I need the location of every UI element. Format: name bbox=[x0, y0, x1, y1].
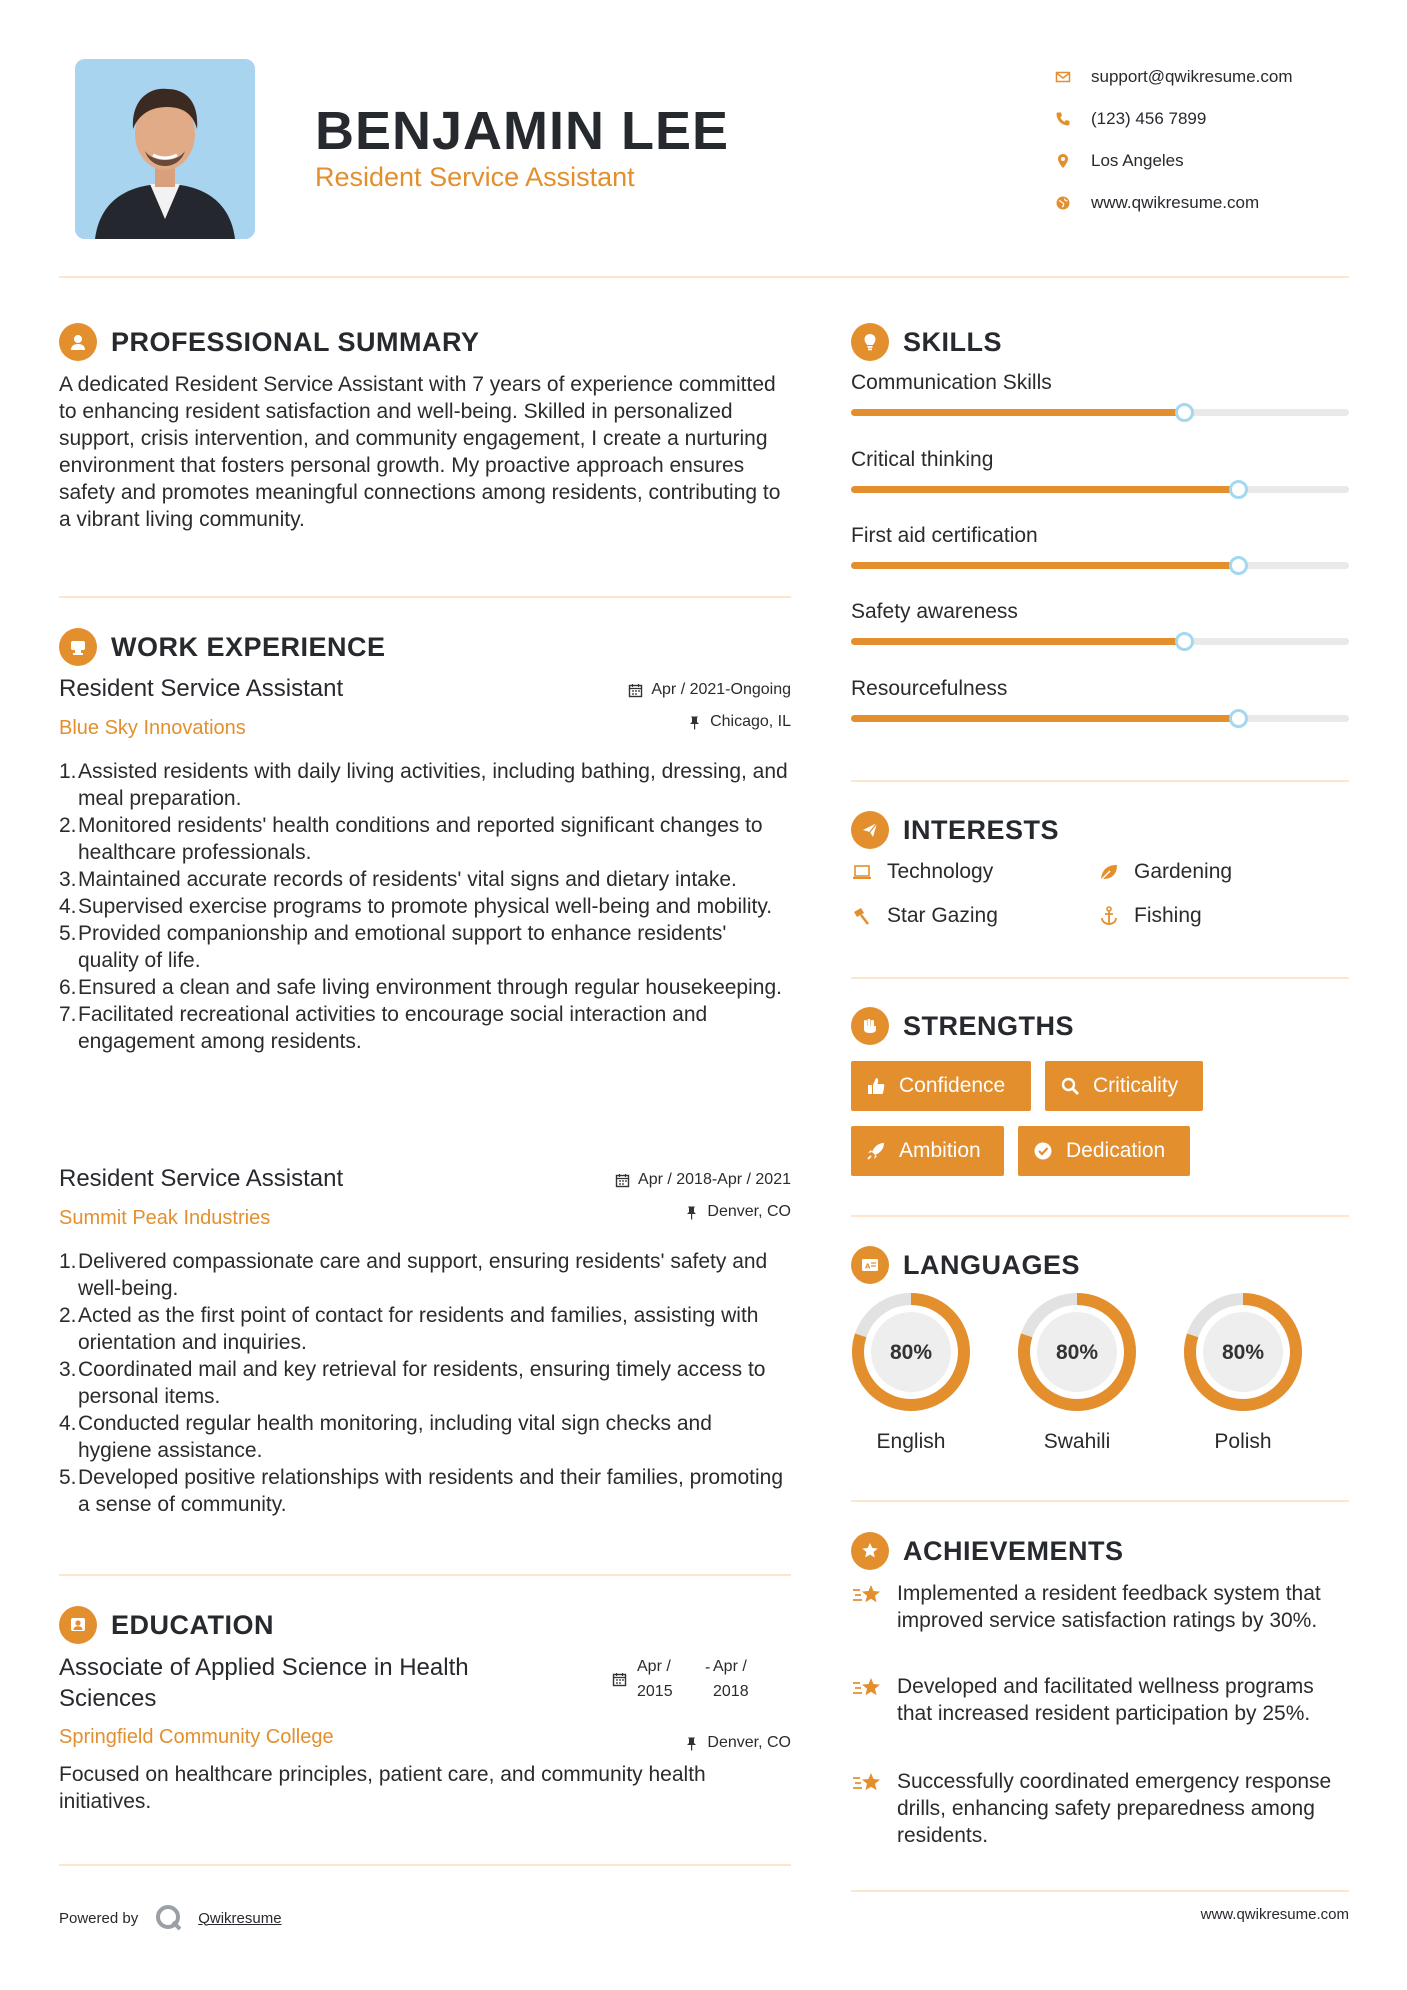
telescope-icon bbox=[851, 905, 873, 927]
language-donut bbox=[849, 1290, 973, 1414]
strength-tag bbox=[851, 1061, 1031, 1111]
experience-divider bbox=[59, 1574, 791, 1576]
list-item: 2. Monitored residents' health conditions and reported significant changes to healthcare professionals. bbox=[59, 814, 763, 864]
list-item: 1. Assisted residents with daily living activities, including bathing, dressing, and meal preparation. bbox=[59, 760, 788, 810]
person-avatar-icon bbox=[75, 59, 255, 239]
pushpin-icon bbox=[684, 1736, 699, 1751]
skill-slider-handle bbox=[1175, 403, 1194, 422]
strength-label: Confidence bbox=[899, 1074, 1006, 1097]
job-date bbox=[628, 681, 791, 699]
skill-item bbox=[851, 448, 1349, 472]
job-entry bbox=[59, 1165, 791, 1518]
strength-tag bbox=[851, 1126, 1004, 1176]
language-name: English bbox=[876, 1430, 946, 1453]
strengths-heading-text: STRENGTHS bbox=[903, 1010, 1075, 1041]
skill-bar bbox=[851, 562, 1349, 569]
job-company: Summit Peak Industries bbox=[59, 1207, 271, 1229]
achievement-item bbox=[851, 1580, 1351, 1634]
contact-phone-text: (123) 456 7899 bbox=[1091, 109, 1207, 128]
interest-label: Fishing bbox=[1134, 904, 1202, 927]
job-location-text: Chicago, IL bbox=[710, 713, 791, 730]
footer-powered-by bbox=[59, 1903, 282, 1933]
language-item bbox=[849, 1290, 973, 1454]
summary-divider bbox=[59, 596, 791, 598]
phone-icon bbox=[1055, 111, 1091, 127]
degree-line-1: Associate of Applied Science in Health bbox=[59, 1654, 469, 1681]
education-end-year: 2018 bbox=[713, 1683, 749, 1700]
language-name: Swahili bbox=[1043, 1430, 1111, 1453]
strength-label: Ambition bbox=[899, 1139, 981, 1162]
skill-name: Resourcefulness bbox=[851, 677, 1008, 700]
interest-item bbox=[851, 904, 998, 928]
achievement-item bbox=[851, 1673, 1351, 1727]
education-divider bbox=[59, 1864, 791, 1866]
summary-heading bbox=[59, 323, 480, 361]
skill-slider-handle bbox=[1229, 556, 1248, 575]
education-heading bbox=[59, 1606, 274, 1644]
job-company: Blue Sky Innovations bbox=[59, 717, 246, 739]
contact-email-text: support@qwikresume.com bbox=[1091, 67, 1293, 86]
skill-item bbox=[851, 677, 1349, 701]
interest-label: Technology bbox=[887, 860, 994, 883]
powered-by-text: Powered by bbox=[59, 1909, 139, 1927]
skill-item bbox=[851, 371, 1349, 395]
achievement-text: Successfully coordinated emergency response drills, enhancing safety preparedness among residents. bbox=[897, 1770, 1332, 1847]
check-circle-icon bbox=[1032, 1140, 1054, 1162]
strengths-heading bbox=[851, 1007, 1074, 1045]
education-date: Apr / 2015 - Apr / 2018 bbox=[612, 1654, 749, 1704]
profile-photo bbox=[75, 59, 255, 239]
list-item: 5. Provided companionship and emotional support to enhance residents' quality of life. bbox=[59, 922, 727, 972]
education-start-month: Apr / bbox=[637, 1658, 671, 1675]
skill-bar-fill bbox=[851, 715, 1239, 722]
education-end-month: Apr / bbox=[713, 1658, 747, 1675]
achievements-heading bbox=[851, 1532, 1124, 1570]
skill-bar bbox=[851, 409, 1349, 416]
language-card-icon bbox=[851, 1246, 889, 1284]
pushpin-icon bbox=[684, 1205, 699, 1220]
contact-location bbox=[1055, 140, 1385, 182]
skill-slider-handle bbox=[1229, 709, 1248, 728]
strengths-divider bbox=[851, 1215, 1349, 1217]
anchor-icon bbox=[1098, 905, 1120, 927]
map-pin-icon bbox=[1055, 153, 1091, 169]
job-title: Resident Service Assistant bbox=[59, 675, 344, 702]
skills-divider bbox=[851, 780, 1349, 782]
leaf-icon bbox=[1098, 861, 1120, 883]
skill-name: First aid certification bbox=[851, 524, 1038, 547]
job-date-text: Apr / 2021-Ongoing bbox=[651, 681, 791, 698]
achievement-text: Developed and facilitated wellness programs that increased resident participation by 25%. bbox=[897, 1675, 1314, 1725]
languages-heading bbox=[851, 1246, 1080, 1284]
calendar-icon bbox=[612, 1672, 627, 1687]
briefcase-icon bbox=[59, 628, 97, 666]
lightbulb-icon bbox=[851, 323, 889, 361]
contact-email[interactable] bbox=[1055, 56, 1385, 98]
search-icon bbox=[1059, 1075, 1081, 1097]
achievement-item bbox=[851, 1768, 1351, 1849]
contact-location-text: Los Angeles bbox=[1091, 151, 1184, 170]
education-heading-text: EDUCATION bbox=[111, 1609, 274, 1640]
degree-line-2: Sciences bbox=[59, 1685, 157, 1712]
education-end bbox=[713, 1654, 749, 1704]
achievement-text: Implemented a resident feedback system that improved service satisfaction ratings by 30%. bbox=[897, 1582, 1321, 1632]
experience-heading-text: WORK EXPERIENCE bbox=[111, 631, 386, 662]
contact-website-text: www.qwikresume.com bbox=[1091, 193, 1260, 212]
list-item: 5. Developed positive relationships with residents and their families, promoting a sense of community. bbox=[59, 1466, 784, 1516]
skill-bar-fill bbox=[851, 562, 1239, 569]
fist-icon bbox=[851, 1007, 889, 1045]
strength-label: Dedication bbox=[1066, 1139, 1166, 1162]
language-percent: 80% bbox=[1221, 1341, 1265, 1364]
contact-phone[interactable] bbox=[1055, 98, 1385, 140]
interest-item bbox=[1098, 860, 1232, 884]
qwikresume-logo-icon bbox=[154, 1903, 184, 1933]
language-item bbox=[1181, 1290, 1305, 1454]
job-location-text: Denver, CO bbox=[707, 1203, 791, 1220]
school-name: Springfield Community College bbox=[59, 1726, 334, 1748]
pushpin-icon bbox=[687, 715, 702, 730]
job-date-text: Apr / 2018-Apr / 2021 bbox=[638, 1171, 791, 1188]
header-divider bbox=[59, 276, 1349, 278]
skill-item bbox=[851, 600, 1349, 624]
skill-bar-fill bbox=[851, 486, 1239, 493]
contact-website[interactable] bbox=[1055, 182, 1385, 224]
list-item: 1. Delivered compassionate care and support, ensuring residents' safety and well-being. bbox=[59, 1250, 768, 1300]
calendar-icon bbox=[615, 1173, 630, 1188]
list-item: 4. Supervised exercise programs to promote physical well-being and mobility. bbox=[59, 895, 773, 918]
interest-label: Star Gazing bbox=[887, 904, 998, 927]
language-item bbox=[1015, 1290, 1139, 1454]
language-percent: 80% bbox=[889, 1341, 933, 1364]
list-item: 6. Ensured a clean and safe living environment through regular housekeeping. bbox=[59, 976, 782, 999]
interests-divider bbox=[851, 977, 1349, 979]
skill-bar-fill bbox=[851, 638, 1185, 645]
list-item: 3. Coordinated mail and key retrieval for residents, ensuring timely access to personal items. bbox=[59, 1358, 766, 1408]
calendar-icon bbox=[628, 683, 643, 698]
job-location bbox=[687, 713, 791, 731]
contact-list bbox=[1055, 56, 1385, 224]
strength-label: Criticality bbox=[1093, 1074, 1179, 1097]
language-name: Polish bbox=[1214, 1430, 1272, 1453]
laptop-icon bbox=[851, 861, 873, 883]
skill-item bbox=[851, 524, 1349, 548]
skill-name: Communication Skills bbox=[851, 371, 1052, 394]
summary-heading-text: PROFESSIONAL SUMMARY bbox=[111, 326, 480, 357]
thumbs-up-icon bbox=[865, 1075, 887, 1097]
experience-heading bbox=[59, 628, 386, 666]
job-bullets bbox=[59, 758, 791, 1055]
language-donut bbox=[1015, 1290, 1139, 1414]
rocket-icon bbox=[865, 1140, 887, 1162]
skill-bar-fill bbox=[851, 409, 1185, 416]
achievements-heading-text: ACHIEVEMENTS bbox=[903, 1535, 1124, 1566]
job-title: Resident Service Assistant bbox=[59, 1165, 344, 1192]
skill-name: Safety awareness bbox=[851, 600, 1018, 623]
job-date bbox=[615, 1171, 791, 1189]
paper-plane-icon bbox=[851, 811, 889, 849]
svg-text:A: A bbox=[865, 1262, 871, 1271]
list-item: 3. Maintained accurate records of residents' vital signs and dietary intake. bbox=[59, 868, 737, 891]
user-icon bbox=[59, 323, 97, 361]
interest-label: Gardening bbox=[1134, 860, 1233, 883]
languages-divider bbox=[851, 1500, 1349, 1502]
skill-bar bbox=[851, 486, 1349, 493]
education-description: Focused on healthcare principles, patient care, and community health initiatives. bbox=[59, 1763, 706, 1813]
achievements-divider bbox=[851, 1890, 1349, 1892]
skill-bar bbox=[851, 715, 1349, 722]
list-item: 7. Facilitated recreational activities to encourage social interaction and engagement among residents. bbox=[59, 1003, 708, 1053]
job-bullets bbox=[59, 1248, 791, 1518]
language-donut bbox=[1181, 1290, 1305, 1414]
skill-bar bbox=[851, 638, 1349, 645]
job-location bbox=[684, 1203, 791, 1221]
languages-heading-text: LANGUAGES bbox=[903, 1249, 1081, 1280]
footer-website[interactable]: www.qwikresume.com bbox=[1200, 1906, 1349, 1923]
education-start bbox=[637, 1654, 705, 1704]
summary-text: A dedicated Resident Service Assistant with 7 years of experience committed to enhancing resident satisfaction and well-being. Skilled in personalized support, crisis intervention, and community engagement, I create a nurturing environment that fosters personal growth. My proactive approach ensures safety and promotes meaningful connections among residents, contributing to a vibrant living community. bbox=[59, 373, 781, 531]
strength-tag bbox=[1018, 1126, 1190, 1176]
education-entry bbox=[59, 1652, 791, 1815]
envelope-icon bbox=[1055, 69, 1091, 85]
skill-name: Critical thinking bbox=[851, 448, 994, 471]
medal-icon bbox=[851, 1532, 889, 1570]
education-start-year: 2015 bbox=[637, 1683, 673, 1700]
skills-heading bbox=[851, 323, 1002, 361]
job-entry bbox=[59, 675, 791, 1055]
interest-item bbox=[851, 860, 993, 884]
interests-heading bbox=[851, 811, 1059, 849]
list-item: 4. Conducted regular health monitoring, including vital sign checks and hygiene assistance. bbox=[59, 1412, 712, 1462]
shooting-star-icon bbox=[851, 1770, 885, 1798]
shooting-star-icon bbox=[851, 1675, 885, 1703]
interest-item bbox=[1098, 904, 1202, 928]
brand-link[interactable]: Qwikresume bbox=[198, 1909, 282, 1927]
skills-heading-text: SKILLS bbox=[903, 326, 1003, 357]
strength-tag bbox=[1045, 1061, 1203, 1111]
graduate-icon bbox=[59, 1606, 97, 1644]
candidate-name: BENJAMIN LEE bbox=[315, 101, 730, 161]
list-item: 2. Acted as the first point of contact for residents and families, assisting with orientation and inquiries. bbox=[59, 1304, 759, 1354]
interests-heading-text: INTERESTS bbox=[903, 814, 1060, 845]
education-location bbox=[684, 1734, 791, 1752]
globe-icon bbox=[1055, 195, 1091, 211]
skill-slider-handle bbox=[1229, 480, 1248, 499]
shooting-star-icon bbox=[851, 1582, 885, 1610]
candidate-title: Resident Service Assistant bbox=[315, 162, 635, 192]
education-location-text: Denver, CO bbox=[707, 1734, 791, 1751]
skill-slider-handle bbox=[1175, 632, 1194, 651]
language-percent: 80% bbox=[1055, 1341, 1099, 1364]
